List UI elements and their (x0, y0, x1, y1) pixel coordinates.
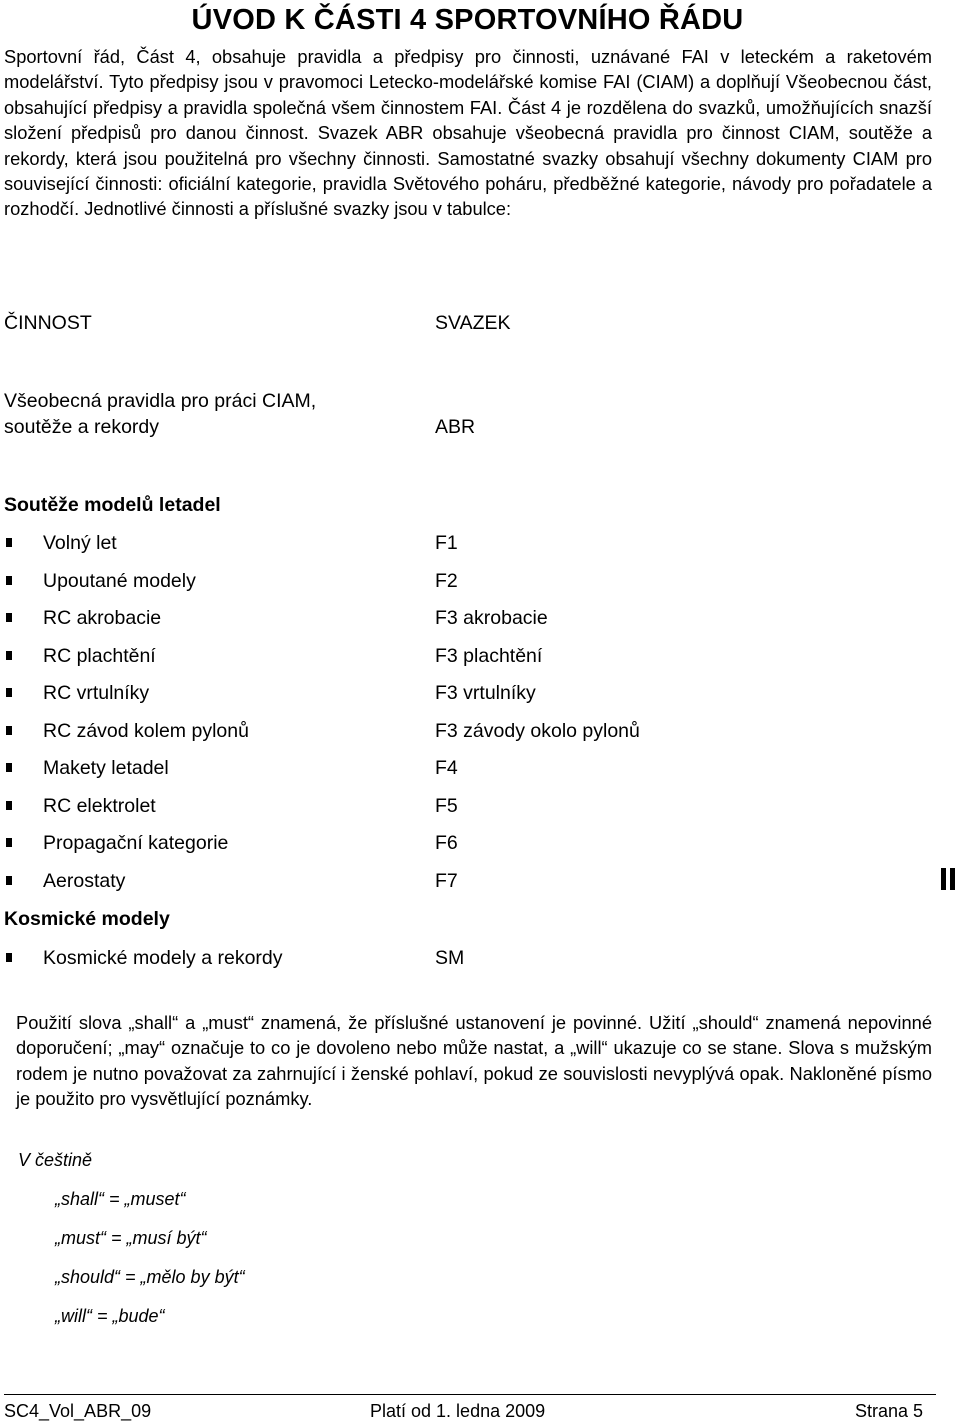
bullet-icon (6, 726, 12, 735)
footer-valid-from: Platí od 1. ledna 2009 (370, 1401, 546, 1421)
activity-name: Upoutané modely (43, 569, 196, 592)
activity-name: Kosmické modely a rekordy (43, 947, 283, 969)
czech-heading: V češtině (18, 1150, 93, 1170)
volume-code: F7 (435, 869, 458, 892)
activity-name: RC elektrolet (43, 794, 156, 817)
volume-code: F3 akrobacie (435, 607, 548, 629)
bullet-icon (6, 953, 12, 962)
column-header-activity: ČINNOST (4, 312, 92, 334)
volume-code: F3 plachtění (435, 644, 543, 667)
activity-name: Aerostaty (43, 869, 126, 892)
volume-code: F5 (435, 794, 458, 817)
activity-name: Makety letadel (43, 757, 169, 779)
table-row (0, 946, 700, 972)
czech-line: „must“ = „musí být“ (55, 1228, 207, 1248)
terminology-note: Použití slova „shall“ a „must“ znamená, že příslušné ustanovení je povinné. Užití „should“ znamená nepovinné doporučení; „may“ označuje to co je dovoleno nebo může nastat, a „will“ ukazuje co se stane. Slova s mužským rodem je nutno považovat za zahrnující i ženské pohlaví, pokud ze souvislosti nevyplývá opak. Nakloněné písmo je použito pro vysvětlující poznámky. (16, 1012, 932, 1110)
bullet-icon (6, 763, 12, 772)
volume-code: F1 (435, 532, 458, 554)
table-row (0, 831, 700, 857)
section-heading-space: Kosmické modely (4, 908, 170, 930)
volume-code: F4 (435, 757, 458, 779)
activity-name: Volný let (43, 532, 117, 554)
section-heading-aircraft: Soutěže modelů letadel (4, 494, 221, 516)
table-row (0, 644, 700, 670)
activity-name: RC vrtulníky (43, 682, 150, 704)
bullet-icon (6, 613, 12, 622)
volume-code: F6 (435, 832, 458, 854)
activity-name: RC závod kolem pylonů (43, 719, 249, 742)
activity-name: RC plachtění (43, 644, 156, 667)
footer-doc-id: SC4_Vol_ABR_09 (4, 1401, 152, 1421)
czech-line: „should“ = „mělo by být“ (55, 1267, 245, 1287)
table-row (0, 794, 700, 820)
volume-code: F3 vrtulníky (435, 682, 536, 704)
volume-code: F3 závody okolo pylonů (435, 719, 640, 742)
footer-page-number: Strana 5 (854, 1401, 923, 1421)
bullet-icon (6, 538, 12, 547)
table-row (0, 869, 700, 895)
intro-paragraph: Sportovní řád, Část 4, obsahuje pravidla a předpisy pro činnosti, uznávané FAI v leteckém a raketovém modelářství. Tyto předpisy jsou v pravomoci Letecko-modelářské komise FAI (CIAM) a doplňují Všeobecnou část, obsahující předpisy a pravidla společná všem činnostem FAI. Část 4 je rozdělena do svazků, umožňujících snazší složení předpisů pro danou činnost. Svazek ABR obsahuje všeobecná pravidla pro činnost CIAM, soutěže a rekordy, která jsou použitelná pro všechny činnosti. Samostatné svazky obsahují všechny dokumenty CIAM pro související činnosti: oficiální kategorie, pravidla Světového poháru, předběžné kategorie, návody pro pořadatele a rozhodčí. Jednotlivé činnosti a příslušné svazky jsou v tabulce: (4, 46, 932, 220)
table-row (0, 606, 700, 632)
bullet-icon (6, 838, 12, 847)
activity-name: RC akrobacie (43, 607, 162, 629)
general-volume-code: ABR (435, 416, 476, 438)
bullet-icon (6, 876, 12, 885)
volume-code: F2 (435, 569, 458, 592)
volume-code: SM (435, 947, 465, 969)
bullet-icon (6, 651, 12, 660)
table-row (0, 569, 700, 595)
table-row (0, 719, 700, 745)
change-bar-marker (941, 868, 955, 890)
general-activity-line-2: soutěže a rekordy (4, 416, 160, 438)
bullet-icon (6, 801, 12, 810)
table-row (0, 681, 700, 707)
czech-line: „will“ = „bude“ (55, 1306, 165, 1326)
bullet-icon (6, 688, 12, 697)
general-activity-line-1: Všeobecná pravidla pro práci CIAM, (4, 390, 317, 412)
footer-divider (4, 1394, 936, 1395)
page-title: ÚVOD K ČÁSTI 4 SPORTOVNÍHO ŘÁDU (191, 4, 744, 36)
bullet-icon (6, 576, 12, 585)
activity-name: Propagační kategorie (43, 832, 229, 854)
column-header-volume: SVAZEK (435, 312, 511, 334)
table-row (0, 531, 700, 557)
table-row (0, 756, 700, 782)
czech-line: „shall“ = „muset“ (55, 1189, 186, 1209)
